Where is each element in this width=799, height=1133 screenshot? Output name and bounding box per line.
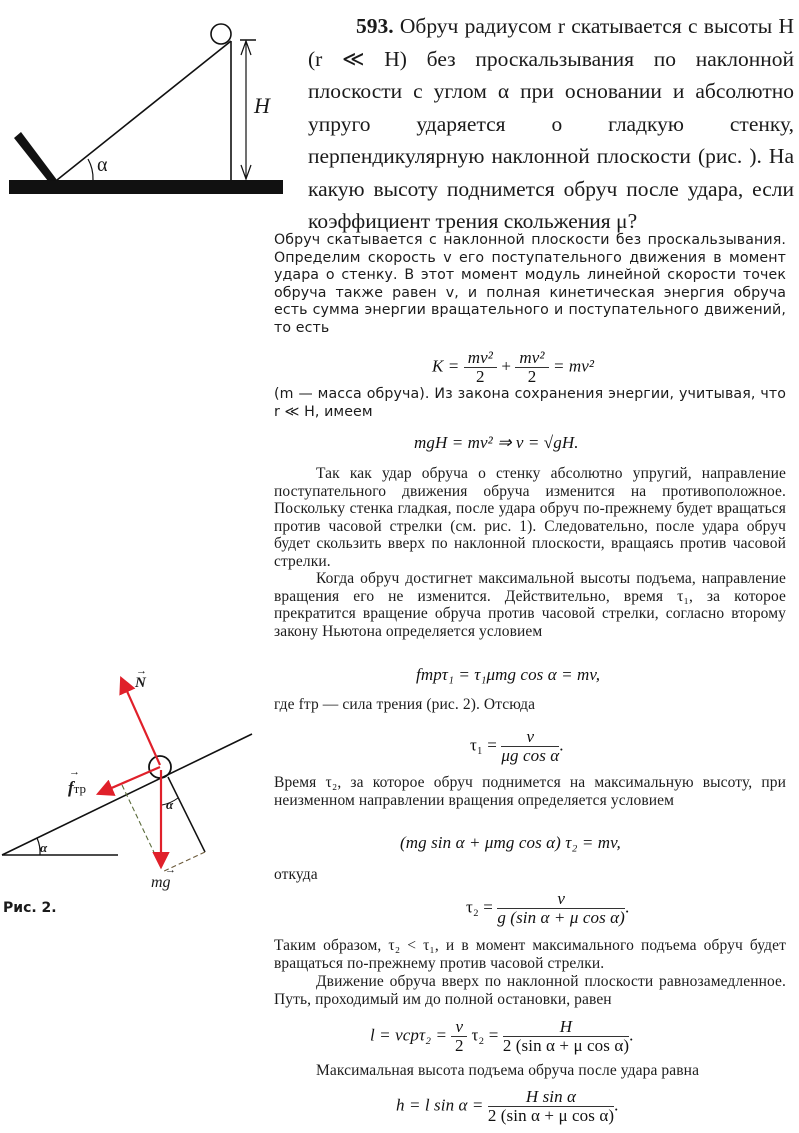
figure-1-height-label: H bbox=[254, 93, 270, 118]
solution-paragraph-4: Когда обруч достигнет максимальной высоты подъема, направление вращения его не изменится. Действительно, время τ₁, за которое прекратится вращение обруча против часовой стрелки, согласно второму закону Ньютона определяется условием bbox=[274, 570, 786, 640]
solution-paragraph-10: Максимальная высота подъема обруча после удара равна bbox=[316, 1062, 700, 1079]
solution-paragraph-1: Обруч скатывается с наклонной плоскости без проскальзывания. Определим скорость v его поступательного движения в момент удара о стенку. В этот момент модуль линейной скорости точек обруча также равен v, и полная кинетическая энергия обруча есть сумма энергии вращательного и поступательного движений, то есть bbox=[274, 232, 786, 336]
angle-label-vertical: α bbox=[166, 797, 174, 812]
figure-1-angle-label: α bbox=[97, 154, 108, 176]
solution-paragraph-9: Движение обруча вверх по наклонной плоскости равнозамедленное. Путь, проходимый им до полной остановки, равен bbox=[274, 973, 786, 1008]
normal-force-label: → N bbox=[135, 665, 147, 691]
incline-line bbox=[57, 41, 231, 180]
solution-paragraph-3: Так как удар обруча о стенку абсолютно упругий, направление поступательного движения обруча изменится на противоположное. Поскольку стенка гладкая, после удара обруч по-прежнему будет вращаться против часовой стрелки (см. рис. 1). Следовательно, после удара обруч будет скользить вверх по наклонной плоскости, вращаясь против часовой стрелки. bbox=[274, 465, 786, 570]
equation-friction-torque: fтрτ₁ = τ₁μmg cos α = mv, bbox=[416, 665, 601, 684]
gravity-force-label: → mg bbox=[151, 864, 176, 891]
equation-max-height: h = l sin α = $\frac{\text{H sin α}}{\text{2 (sin α + μ cos α)}}$ . bbox=[396, 1087, 619, 1125]
solution-paragraph-7: откуда bbox=[274, 866, 318, 883]
problem-text: Обруч радиусом r скатывается с высоты H (r ≪ H) без проскальзывания по наклонной плоскости с углом α при основании и абсолютно упруго ударяется о гладкую стенку, перпендикулярную наклонной плоскости (рис. ). На какую высоту поднимется обруч после удара, если коэффициент трения скольжения μ? bbox=[308, 14, 795, 233]
problem-number: 593. bbox=[356, 14, 394, 38]
equation-kinetic-energy: K = $\frac{\text{mv²}}{2}$ + $\frac{\text{mv²}}{2}$ = mv² bbox=[432, 348, 595, 386]
friction-force-arrow bbox=[100, 767, 160, 793]
friction-force-label: → fтр bbox=[68, 766, 87, 797]
wall bbox=[14, 132, 57, 181]
equation-distance: l = vсрτ₂ = $\frac{v}{2}$ τ₂ = $\frac{H}{\text{2 (sin α + μ cos α)}}$ . bbox=[370, 1017, 634, 1055]
problem-statement bbox=[308, 10, 794, 238]
equation-tau2: τ₂ = $\frac{v}{\text{g (sin α + μ cos α)}}$ . bbox=[466, 889, 630, 927]
solution-paragraph-2: (m — масса обруча). Из закона сохранения энергии, учитывая, что r ≪ H, имеем bbox=[274, 386, 786, 420]
angle-label-base: α bbox=[40, 840, 48, 855]
normal-force-arrow bbox=[122, 680, 160, 765]
figure-2-caption: Рис. 2. bbox=[3, 900, 57, 916]
solution-paragraph-8: Таким образом, τ₂ < τ₁, и в момент максимального подъема обруч будет вращаться по-прежнему против часовой стрелки. bbox=[274, 937, 786, 972]
solution-paragraph-5: где fтр — сила трения (рис. 2). Отсюда bbox=[274, 696, 536, 713]
equation-tau1: τ₁ = $\frac{v}{\text{μg cos α}}$ . bbox=[470, 727, 564, 765]
solution-paragraph-6: Время τ₂, за которое обруч поднимется на максимальную высоту, при неизменном направлении вращения определяется условием bbox=[274, 774, 786, 809]
equation-tau2-condition: (mg sin α + μmg cos α) τ₂ = mv, bbox=[400, 833, 621, 852]
equation-energy-conservation: mgH = mv² ⇒ v = √gH. bbox=[414, 433, 579, 452]
ground-base bbox=[9, 180, 283, 194]
hoop-icon bbox=[211, 24, 231, 44]
